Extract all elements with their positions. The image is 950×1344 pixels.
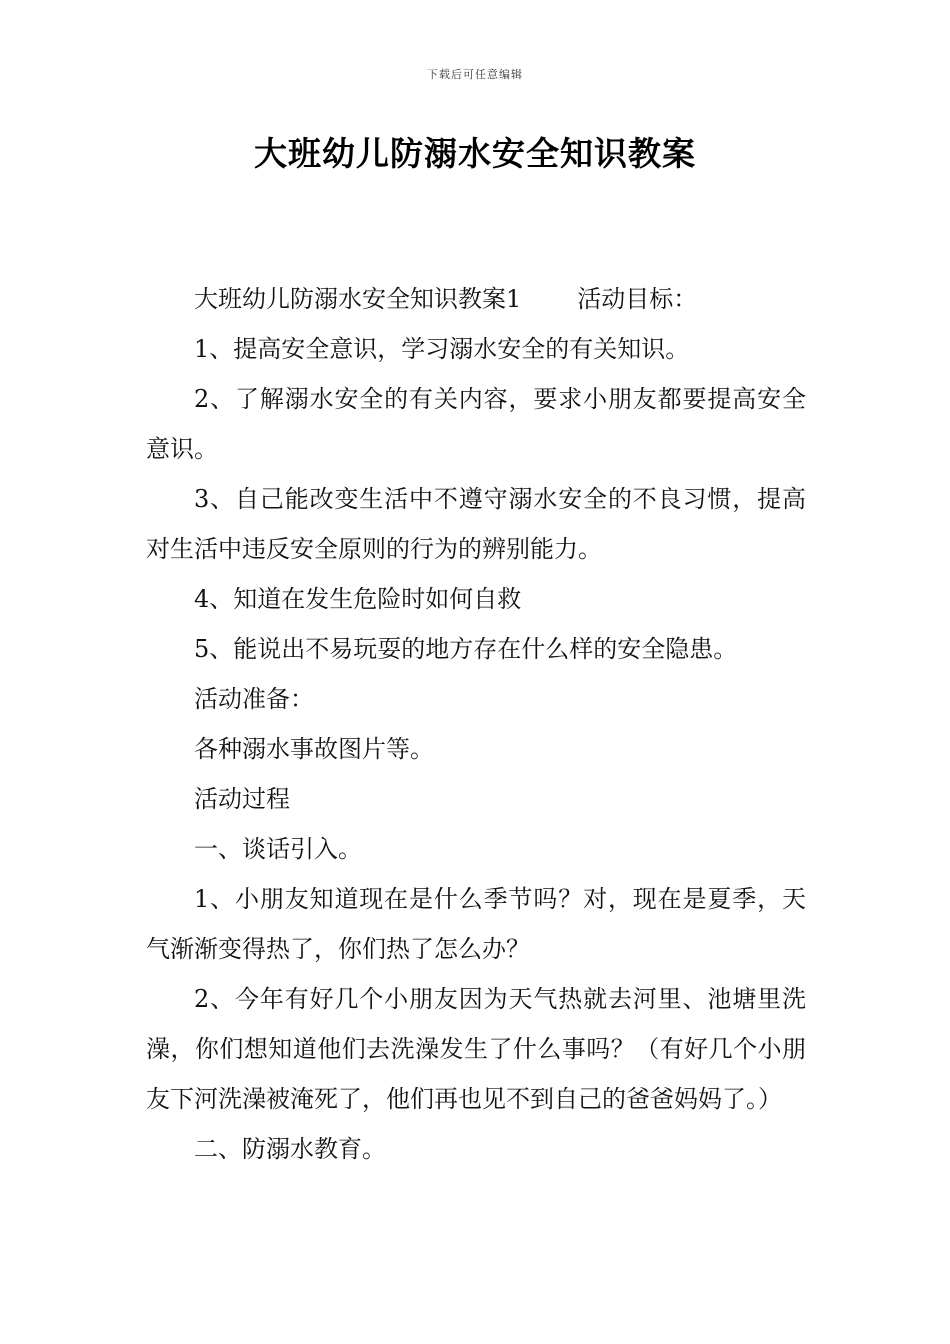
section-2-heading: 二、防溺水教育。 [194,1135,386,1163]
preparation-label: 活动准备： [194,685,314,713]
document-body [146,274,806,1174]
document-title: 大班幼儿防溺水安全知识教案 [254,134,696,173]
lead-paragraph [146,274,806,324]
section-1-item-1: 1、小朋友知道现在是什么季节吗？对，现在是夏季，天气渐渐变得热了，你们热了怎么办？ [146,885,806,963]
goal-2: 2、了解溺水安全的有关内容，要求小朋友都要提高安全意识。 [146,385,806,463]
activity-goals-label: 活动目标： [577,285,698,313]
section-1-heading: 一、谈话引入。 [194,835,362,863]
page-header-note: 下载后可任意编辑 [427,68,523,81]
goal-5: 5、能说出不易玩耍的地方存在什么样的安全隐患。 [194,635,738,663]
lesson-heading: 大班幼儿防溺水安全知识教案1 [194,285,522,313]
goal-4: 4、知道在发生危险时如何自救 [194,585,522,613]
goal-1: 1、提高安全意识，学习溺水安全的有关知识。 [194,335,690,363]
preparation-content: 各种溺水事故图片等。 [194,735,434,763]
process-label: 活动过程 [194,785,290,813]
section-1-item-2: 2、今年有好几个小朋友因为天气热就去河里、池塘里洗澡，你们想知道他们去洗澡发生了什么事吗？（有好几个小朋友下河洗澡被淹死了，他们再也见不到自己的爸爸妈妈了。） [146,985,806,1113]
goal-3: 3、自己能改变生活中不遵守溺水安全的不良习惯，提高对生活中违反安全原则的行为的辨别能力。 [146,485,806,563]
